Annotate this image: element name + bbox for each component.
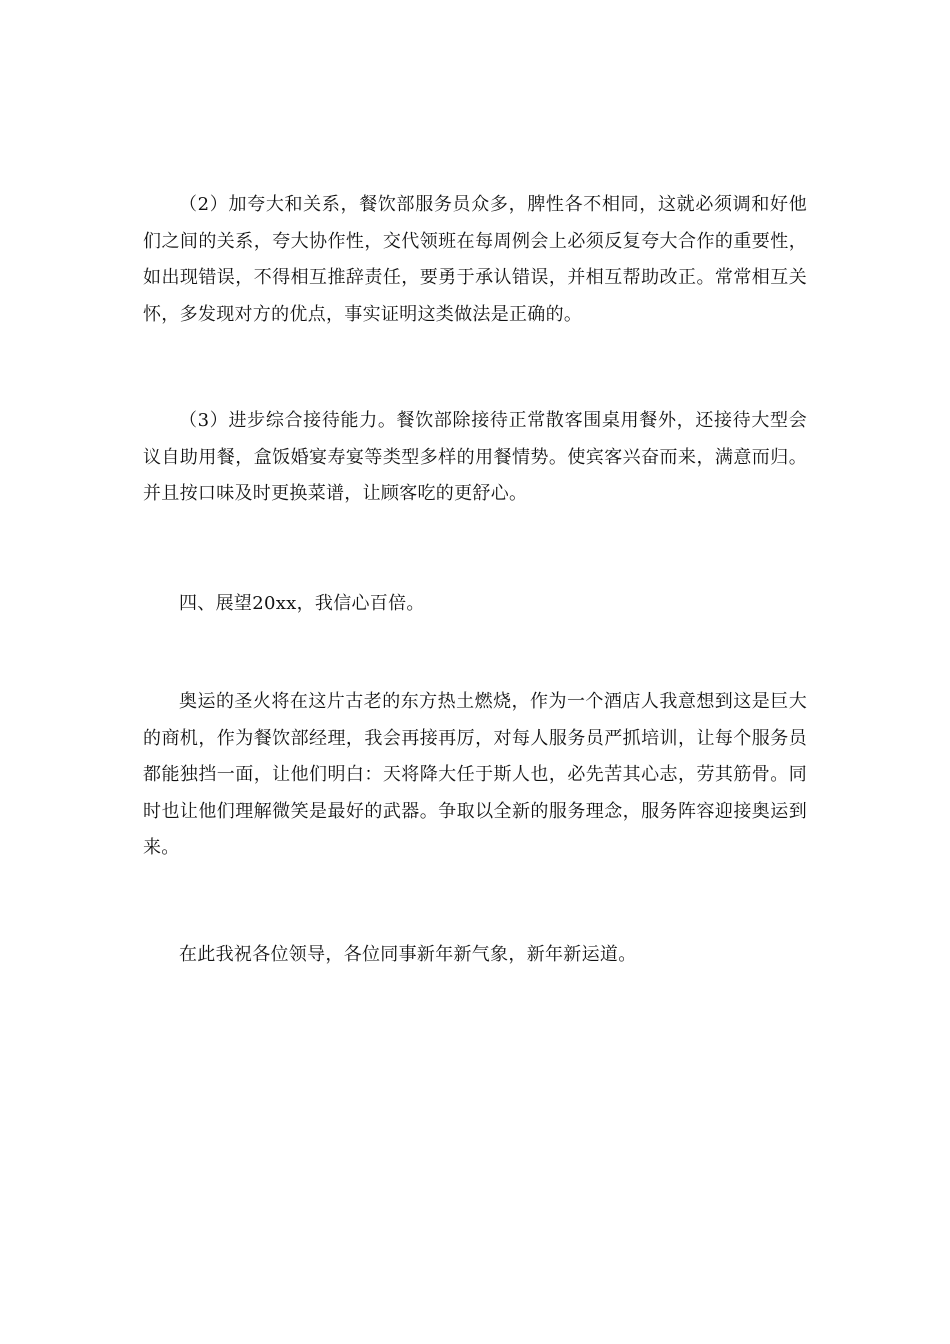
paragraph-reception-capacity: （3）进步综合接待能力。餐饮部除接待正常散客围桌用餐外，还接待大型会议自助用餐，盒饭婚宴寿宴等类型多样的用餐情势。使宾客兴奋而来，满意而归。并且按口味及时更换菜谱，让顾客吃的更舒心。 bbox=[143, 410, 807, 504]
section-heading-outlook: 四、展望20xx，我信心百倍。 bbox=[179, 593, 425, 614]
paragraph-collaboration: （2）加夸大和关系，餐饮部服务员众多，脾性各不相同，这就必须调和好他们之间的关系，夸大协作性，交代领班在每周例会上必须反复夸大合作的重要性，如出现错误，不得相互推辞责任，要勇于承认错误，并相互帮助改正。常常相互关怀，多发现对方的优点，事实证明这类做法是正确的。 bbox=[143, 194, 807, 325]
paragraph-new-year-wishes: 在此我祝各位领导，各位同事新年新气象，新年新运道。 bbox=[179, 944, 637, 965]
paragraph-olympics: 奥运的圣火将在这片古老的东方热土燃烧，作为一个酒店人我意想到这是巨大的商机，作为餐饮部经理，我会再接再厉，对每人服务员严抓培训，让每个服务员都能独挡一面，让他们明白：天将降大任于斯人也，必先苦其心志，劳其筋骨。同时也让他们理解微笑是最好的武器。争取以全新的服务理念，服务阵容迎接奥运到来。 bbox=[143, 691, 807, 858]
